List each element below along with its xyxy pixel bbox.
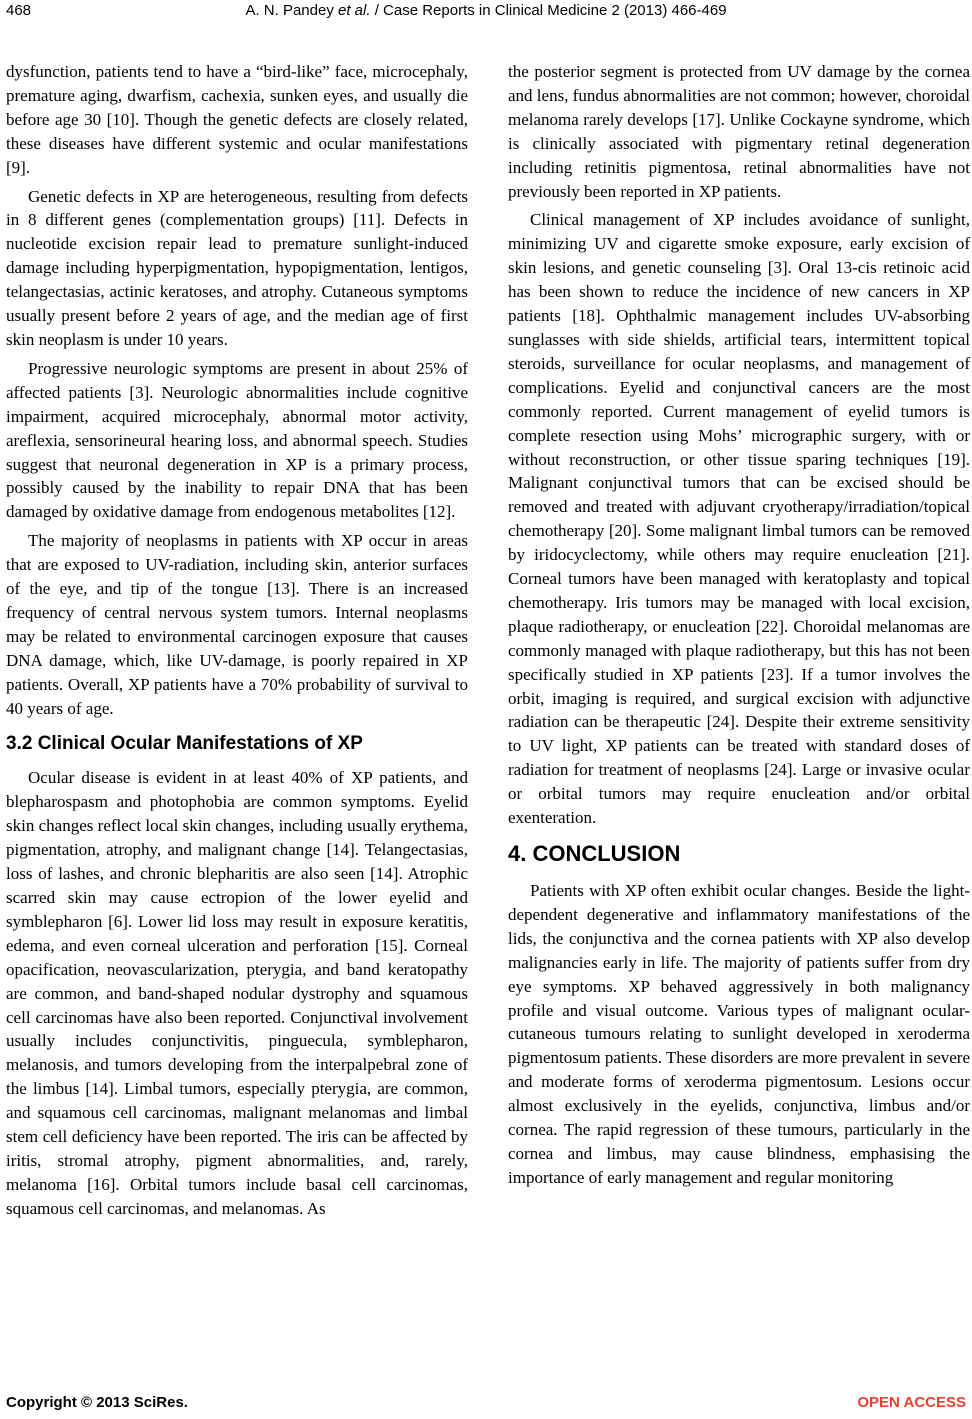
page-number: 468 [6, 2, 32, 19]
running-title-citation: / Case Reports in Clinical Medicine 2 (2013) 466-469 [370, 2, 727, 19]
running-title-et-al: et al. [338, 2, 371, 19]
open-access-label: OPEN ACCESS [857, 1394, 966, 1411]
left-paragraph-2: Genetic defects in XP are heterogeneous, resulting from defects in 8 different genes (complementation groups) [11]. Defects in nucleotide excision repair lead to premature sunlight-induced damage including hyperpigmentation, hypopigmentation, lentigos, telangectasias, actinic keratoses, and atrophy. Cutaneous symptoms usually present before 2 years of age, and the median age of first skin neoplasm is under 10 years. [6, 186, 468, 349]
left-paragraph-5: Ocular disease is evident in at least 40% of XP patients, and blepharospasm and photophobia are common symptoms. Eyelid skin changes reflect local skin changes, including usually erythema, pigmentation, atrophy, and malignant change [14]. Telangectasias, loss of lashes, and chronic blepharitis are also seen [14]. Atrophic scarred skin may cause ectropion of the lower eyelid and symblepharon [6]. Lower lid loss may result in exposure keratitis, edema, and even corneal ulceration and perforation [15]. Corneal opacification, neovascularization, pterygia, and band keratopathy are common, and band-shaped nodular dystrophy and squamous cell carcinomas have also been reported. Conjunctival involvement usually includes conjunctivitis, pinguecula, symblepharon, melanosis, and tumors developing from the interpalpebral zone of the limbus [14]. Limbal tumors, especially pterygia, are common, and squamous cell carcinomas, malignant melanomas and limbal stem cell deficiency have been reported. The iris can be affected by iritis, stromal atrophy, pigment abnormalities, and, rarely, melanoma [16]. Orbital tumors include basal cell carcinomas, squamous cell carcinomas, and melanomas. As [6, 768, 468, 1218]
left-paragraph-1: dysfunction, patients tend to have a “bird-like” face, microcephaly, premature aging, dwarfism, cachexia, sunken eyes, and usually die before age 30 [10]. Though the genetic defects are closely related, these diseases have different systemic and ocular manifestations [9]. [6, 62, 468, 177]
running-head [0, 0, 972, 28]
running-title-authors: A. N. Pandey [245, 2, 338, 19]
right-paragraph-3: Patients with XP often exhibit ocular changes. Beside the light-dependent degenerative and inflammatory manifestations of the lids, the conjunctiva and the cornea patients with XP also develop malignancies early in life. The majority of patients suffer from dry eye symptoms. XP behaved aggressively in both malignancy profile and visual outcome. Various types of malignant ocular-cutaneous tumours relating to sunlight developed in xeroderma pigmentosum patients. These disorders are more prevalent in severe and moderate forms of xeroderma pigmentosum. Lesions occur almost exclusively in the eyelids, conjunctiva, limbus and/or cornea. The rapid regression of these tumours, particularly in the cornea and limbus, may cause blindness, emphasising the importance of early management and regular monitoring [508, 881, 970, 1187]
left-paragraph-4: The majority of neoplasms in patients with XP occur in areas that are exposed to UV-radiation, including skin, anterior surfaces of the eye, and tip of the tongue [13]. There is an increased frequency of central nervous system tumors. Internal neoplasms may be related to environmental carcinogen exposure that causes DNA damage, which, like UV-damage, is poorly repaired in XP patients. Overall, XP patients have a 70% probability of survival to 40 years of age. [6, 531, 468, 718]
right-paragraph-1: the posterior segment is protected from UV damage by the cornea and lens, fundus abnormalities are not common; however, choroidal melanoma rarely develops [17]. Unlike Cockayne syndrome, which is clinically associated with pigmentary retinal degeneration including retinitis pigmentosa, retinal abnormalities have not previously been reported in XP patients. [508, 62, 970, 201]
page-footer [0, 1394, 972, 1416]
running-title [0, 2, 972, 19]
section-heading-ocular-manifestations: 3.2 Clinical Ocular Manifestations of XP [6, 733, 363, 755]
left-column [6, 60, 468, 1226]
section-heading-conclusion: 4. CONCLUSION [508, 841, 681, 866]
copyright-notice: Copyright © 2013 SciRes. [6, 1394, 188, 1411]
right-paragraph-2: Clinical management of XP includes avoidance of sunlight, minimizing UV and cigarette smoke exposure, early excision of skin lesions, and genetic counseling [3]. Oral 13-cis retinoic acid has been shown to reduce the incidence of new cancers in XP patients [18]. Ophthalmic management includes UV-absorbing sunglasses with side shields, artificial tears, intermittent topical steroids, surveillance for ocular neoplasms, and management of complications. Eyelid and conjunctival cancers are the most commonly reported. Current management of eyelid tumors is complete resection using Mohs’ micrographic surgery, with or without reconstruction, or other tissue sparing techniques [19]. Malignant conjunctival tumors that can be excised should be removed and treated with adjuvant cryotherapy/irradiation/topical chemotherapy [20]. Some malignant limbal tumors can be removed by iridocyclectomy, while others may require enucleation [21]. Corneal tumors have been managed with keratoplasty and topical chemotherapy. Iris tumors may be managed with local excision, plaque radiotherapy, or enucleation [22]. Choroidal melanomas are commonly managed with plaque radiotherapy, but this has not been specifically studied in XP patients [23]. If a tumor involves the orbit, imaging is required, and surgical excision with adjunctive radiation can be therapeutic [24]. Despite their extreme sensitivity to UV light, XP patients can be treated with standard doses of radiation for treatment of neoplasms [24]. Large or invasive ocular or orbital tumors may require enucleation and/or orbital exenteration. [508, 210, 970, 828]
right-column [508, 60, 970, 1195]
left-paragraph-3: Progressive neurologic symptoms are present in about 25% of affected patients [3]. Neurologic abnormalities include cognitive impairment, acquired microcephaly, abnormal motor activity, areflexia, sensorineural hearing loss, and abnormal speech. Studies suggest that neuronal degeneration in XP is a primary process, possibly caused by the inability to repair DNA that has been damaged by oxidative damage from endogenous metabolites [12]. [6, 358, 468, 522]
